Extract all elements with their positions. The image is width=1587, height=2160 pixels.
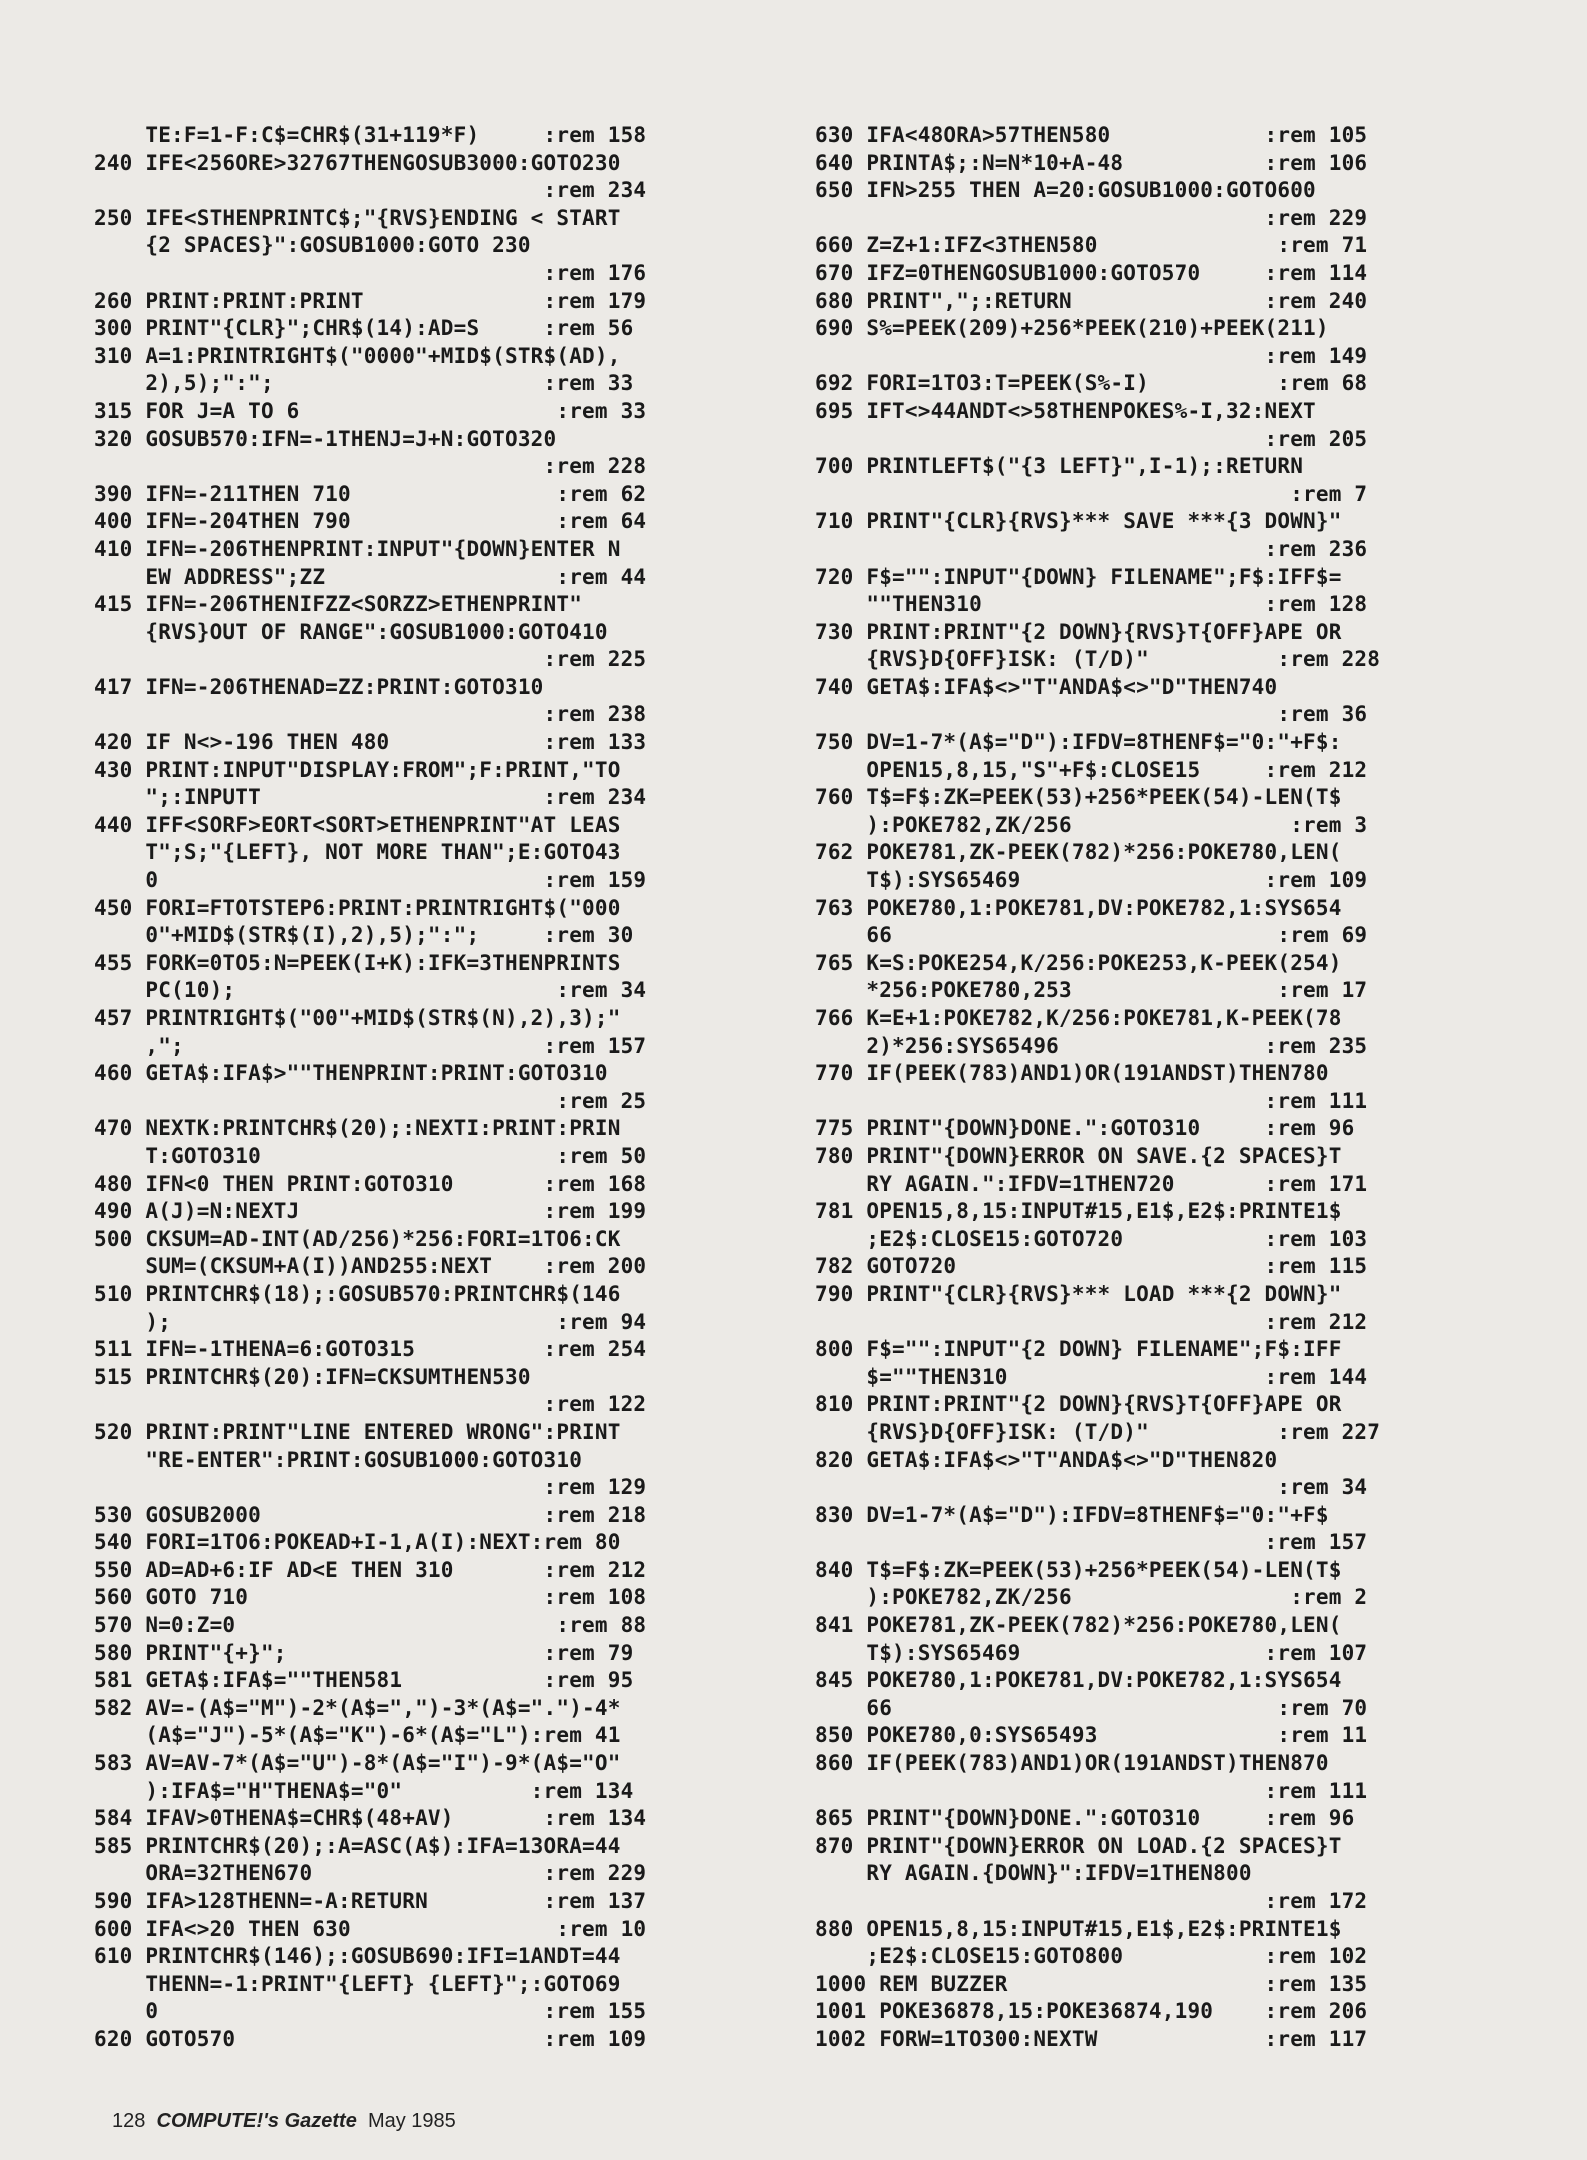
code-line: 240 IFE<256ORE>32767THENGOSUB3000:GOTO230: [94, 150, 621, 175]
code-line: T$):SYS65469 :rem 107: [815, 1640, 1368, 1665]
code-line: 510 PRINTCHR$(18);:GOSUB570:PRINTCHR$(146: [94, 1281, 621, 1306]
listing-left-column: [94, 122, 794, 2054]
code-line: THENN=-1:PRINT"{LEFT} {LEFT}";:GOTO69: [94, 1971, 621, 1996]
code-line: RY AGAIN.{DOWN}":IFDV=1THEN800: [815, 1861, 1252, 1886]
code-line: 600 IFA<>20 THEN 630 :rem 10: [94, 1916, 647, 1941]
code-line: 300 PRINT"{CLR}";CHR$(14):AD=S :rem 56: [94, 316, 634, 341]
code-line: 250 IFE<STHENPRINTC$;"{RVS}ENDING < START: [94, 205, 621, 230]
code-line: 320 GOSUB570:IFN=-1THENJ=J+N:GOTO320: [94, 426, 557, 451]
code-line: 695 IFT<>44ANDT<>58THENPOKES%-I,32:NEXT: [815, 398, 1316, 423]
code-line: 765 K=S:POKE254,K/256:POKE253,K-PEEK(254): [815, 950, 1342, 975]
code-line: :rem 111: [815, 1778, 1368, 1803]
code-line: ""THEN310 :rem 128: [815, 592, 1368, 617]
code-line: 692 FORI=1TO3:T=PEEK(S%-I) :rem 68: [815, 371, 1368, 396]
code-line: 455 FORK=0TO5:N=PEEK(I+K):IFK=3THENPRINTS: [94, 950, 621, 975]
code-line: 480 IFN<0 THEN PRINT:GOTO310 :rem 168: [94, 1171, 647, 1196]
code-line: :rem 225: [94, 647, 647, 672]
code-line: OPEN15,8,15,"S"+F$:CLOSE15 :rem 212: [815, 757, 1368, 782]
code-line: 680 PRINT",";:RETURN :rem 240: [815, 288, 1368, 313]
code-line: 584 IFAV>0THENA$=CHR$(48+AV) :rem 134: [94, 1806, 647, 1831]
code-line: 770 IF(PEEK(783)AND1)OR(191ANDST)THEN780: [815, 1061, 1329, 1086]
code-line: 763 POKE780,1:POKE781,DV:POKE782,1:SYS654: [815, 895, 1342, 920]
code-line: T";S;"{LEFT}, NOT MORE THAN";E:GOTO43: [94, 840, 621, 865]
code-line: 630 IFA<48ORA>57THEN580 :rem 105: [815, 123, 1368, 147]
code-line: 515 PRINTCHR$(20):IFN=CKSUMTHEN530: [94, 1364, 531, 1389]
code-line: 520 PRINT:PRINT"LINE ENTERED WRONG":PRINT: [94, 1419, 621, 1444]
code-line: {RVS}OUT OF RANGE":GOSUB1000:GOTO410: [94, 619, 608, 644]
code-line: :rem 238: [94, 702, 647, 727]
issue-date: May 1985: [367, 2110, 456, 2132]
code-line: 782 GOTO720 :rem 115: [815, 1254, 1368, 1279]
code-line: 490 A(J)=N:NEXTJ :rem 199: [94, 1199, 647, 1224]
code-line: 720 F$="":INPUT"{DOWN} FILENAME";F$:IFF$=: [815, 564, 1342, 589]
code-line: :rem 129: [94, 1475, 647, 1500]
code-line: T:GOTO310 :rem 50: [94, 1143, 647, 1168]
code-line: 620 GOTO570 :rem 109: [94, 2026, 647, 2051]
code-line: 690 S%=PEEK(209)+256*PEEK(210)+PEEK(211): [815, 316, 1329, 341]
code-line: 800 F$="":INPUT"{2 DOWN} FILENAME";F$:IFF: [815, 1337, 1342, 1362]
code-line: 850 POKE780,0:SYS65493 :rem 11: [815, 1723, 1368, 1748]
code-line: :rem 111: [815, 1088, 1368, 1113]
code-line: 710 PRINT"{CLR}{RVS}*** SAVE ***{3 DOWN}": [815, 509, 1342, 534]
code-line: :rem 172: [815, 1889, 1368, 1913]
code-line: :rem 122: [94, 1392, 647, 1417]
code-line: T$):SYS65469 :rem 109: [815, 868, 1368, 893]
code-line: 410 IFN=-206THENPRINT:INPUT"{DOWN}ENTER N: [94, 536, 621, 561]
code-line: "RE-ENTER":PRINT:GOSUB1000:GOTO310: [94, 1447, 583, 1472]
code-line: 583 AV=AV-7*(A$="U")-8*(A$="I")-9*(A$="O": [94, 1751, 621, 1776]
code-line: :rem 234: [94, 178, 647, 203]
code-line: 660 Z=Z+1:IFZ<3THEN580 :rem 71: [815, 233, 1368, 258]
code-line: 581 GETA$:IFA$=""THEN581 :rem 95: [94, 1668, 634, 1693]
code-line: 582 AV=-(A$="M")-2*(A$=",")-3*(A$=".")-4*: [94, 1695, 621, 1720]
code-line: ";:INPUTT :rem 234: [94, 785, 647, 810]
code-line: 460 GETA$:IFA$>""THENPRINT:PRINT:GOTO310: [94, 1061, 608, 1086]
code-line: 0 :rem 159: [94, 868, 647, 893]
code-line: :rem 34: [815, 1475, 1368, 1500]
code-line: 511 IFN=-1THENA=6:GOTO315 :rem 254: [94, 1337, 647, 1362]
code-line: 415 IFN=-206THENIFZZ<SORZZ>ETHENPRINT": [94, 592, 583, 617]
code-line: 2),5);":"; :rem 33: [94, 371, 634, 396]
code-line: 0"+MID$(STR$(I),2),5);":"; :rem 30: [94, 923, 634, 948]
code-line: 780 PRINT"{DOWN}ERROR ON SAVE.{2 SPACES}T: [815, 1143, 1342, 1168]
code-line: 430 PRINT:INPUT"DISPLAY:FROM";F:PRINT,"TO: [94, 757, 621, 782]
code-line: 560 GOTO 710 :rem 108: [94, 1585, 647, 1610]
code-line: TE:F=1-F:C$=CHR$(31+119*F) :rem 158: [94, 123, 647, 147]
code-line: {2 SPACES}":GOSUB1000:GOTO 230: [94, 233, 531, 258]
code-line: 775 PRINT"{DOWN}DONE.":GOTO310 :rem 96: [815, 1116, 1355, 1141]
code-line: PC(10); :rem 34: [94, 978, 647, 1003]
code-line: 1000 REM BUZZER :rem 135: [815, 1971, 1368, 1996]
code-line: 841 POKE781,ZK-PEEK(782)*256:POKE780,LEN(: [815, 1613, 1342, 1638]
code-line: 640 PRINTA$;:N=N*10+A-48 :rem 106: [815, 150, 1368, 175]
code-line: 700 PRINTLEFT$("{3 LEFT}",I-1);:RETURN: [815, 454, 1304, 479]
code-line: 790 PRINT"{CLR}{RVS}*** LOAD ***{2 DOWN}": [815, 1281, 1342, 1306]
code-line: $=""THEN310 :rem 144: [815, 1364, 1368, 1389]
code-line: 457 PRINTRIGHT$("00"+MID$(STR$(N),2),3);": [94, 1006, 621, 1030]
code-line: {RVS}D{OFF}ISK: (T/D)" :rem 227: [815, 1419, 1381, 1444]
code-line: 0 :rem 155: [94, 1999, 647, 2024]
code-line: 540 FORI=1TO6:POKEAD+I-1,A(I):NEXT:rem 80: [94, 1530, 621, 1555]
code-line: 610 PRINTCHR$(146);:GOSUB690:IFI=1ANDT=44: [94, 1944, 621, 1969]
code-line: :rem 25: [94, 1088, 647, 1113]
code-line: 830 DV=1-7*(A$="D"):IFDV=8THENF$="0:"+F$: [815, 1502, 1329, 1527]
code-line: 550 AD=AD+6:IF AD<E THEN 310 :rem 212: [94, 1557, 647, 1582]
page-number: 128: [112, 2110, 146, 2132]
code-line: 260 PRINT:PRINT:PRINT :rem 179: [94, 288, 647, 313]
code-line: :rem 205: [815, 426, 1368, 451]
code-line: SUM=(CKSUM+A(I))AND255:NEXT :rem 200: [94, 1254, 647, 1279]
code-line: 315 FOR J=A TO 6 :rem 33: [94, 398, 647, 423]
code-line: :rem 36: [815, 702, 1368, 727]
code-line: 470 NEXTK:PRINTCHR$(20);:NEXTI:PRINT:PRIN: [94, 1116, 621, 1141]
code-line: 760 T$=F$:ZK=PEEK(53)+256*PEEK(54)-LEN(T$: [815, 785, 1342, 810]
code-line: 650 IFN>255 THEN A=20:GOSUB1000:GOTO600: [815, 178, 1316, 203]
code-line: 66 :rem 69: [815, 923, 1368, 948]
code-line: ):POKE782,ZK/256 :rem 2: [815, 1585, 1368, 1610]
code-line: :rem 236: [815, 536, 1368, 561]
code-line: 820 GETA$:IFA$<>"T"ANDA$<>"D"THEN820: [815, 1447, 1278, 1472]
code-line: 440 IFF<SORF>EORT<SORT>ETHENPRINT"AT LEAS: [94, 812, 621, 837]
code-line: 1002 FORW=1TO300:NEXTW :rem 117: [815, 2026, 1368, 2051]
code-line: 417 IFN=-206THENAD=ZZ:PRINT:GOTO310: [94, 674, 544, 699]
code-line: 730 PRINT:PRINT"{2 DOWN}{RVS}T{OFF}APE OR: [815, 619, 1342, 644]
code-line: 860 IF(PEEK(783)AND1)OR(191ANDST)THEN870: [815, 1751, 1329, 1776]
code-line: 865 PRINT"{DOWN}DONE.":GOTO310 :rem 96: [815, 1806, 1355, 1831]
code-line: :rem 212: [815, 1309, 1368, 1334]
code-line: 580 PRINT"{+}"; :rem 79: [94, 1640, 634, 1665]
code-line: 781 OPEN15,8,15:INPUT#15,E1$,E2$:PRINTE1$: [815, 1199, 1342, 1224]
code-line: :rem 7: [815, 481, 1368, 506]
code-line: 530 GOSUB2000 :rem 218: [94, 1502, 647, 1527]
code-line: :rem 229: [815, 205, 1368, 230]
code-line: 740 GETA$:IFA$<>"T"ANDA$<>"D"THEN740: [815, 674, 1278, 699]
code-line: {RVS}D{OFF}ISK: (T/D)" :rem 228: [815, 647, 1381, 672]
listing-right-column: [815, 122, 1515, 2054]
code-line: 880 OPEN15,8,15:INPUT#15,E1$,E2$:PRINTE1$: [815, 1916, 1342, 1941]
code-line: 390 IFN=-211THEN 710 :rem 62: [94, 481, 647, 506]
code-line: ;E2$:CLOSE15:GOTO720 :rem 103: [815, 1226, 1368, 1251]
code-line: 66 :rem 70: [815, 1695, 1368, 1720]
code-line: RY AGAIN.":IFDV=1THEN720 :rem 171: [815, 1171, 1368, 1196]
code-line: *256:POKE780,253 :rem 17: [815, 978, 1368, 1003]
code-line: :rem 228: [94, 454, 647, 479]
code-line: 762 POKE781,ZK-PEEK(782)*256:POKE780,LEN(: [815, 840, 1342, 865]
code-line: ); :rem 94: [94, 1309, 647, 1334]
code-line: 840 T$=F$:ZK=PEEK(53)+256*PEEK(54)-LEN(T$: [815, 1557, 1342, 1582]
code-line: 1001 POKE36878,15:POKE36874,190 :rem 206: [815, 1999, 1368, 2024]
code-line: ):POKE782,ZK/256 :rem 3: [815, 812, 1368, 837]
code-line: 400 IFN=-204THEN 790 :rem 64: [94, 509, 647, 534]
code-line: ORA=32THEN670 :rem 229: [94, 1861, 647, 1886]
code-line: 310 A=1:PRINTRIGHT$("0000"+MID$(STR$(AD),: [94, 343, 621, 368]
code-line: 845 POKE780,1:POKE781,DV:POKE782,1:SYS654: [815, 1668, 1342, 1693]
code-line: 750 DV=1-7*(A$="D"):IFDV=8THENF$="0:"+F$:: [815, 730, 1342, 755]
code-line: EW ADDRESS";ZZ :rem 44: [94, 564, 647, 589]
code-line: :rem 149: [815, 343, 1368, 368]
code-line: 570 N=0:Z=0 :rem 88: [94, 1613, 647, 1638]
code-line: 450 FORI=FTOTSTEP6:PRINT:PRINTRIGHT$("000: [94, 895, 621, 920]
code-line: 766 K=E+1:POKE782,K/256:POKE781,K-PEEK(78: [815, 1006, 1342, 1030]
code-line: :rem 176: [94, 260, 647, 285]
code-line: 585 PRINTCHR$(20);:A=ASC(A$):IFA=13ORA=44: [94, 1833, 621, 1858]
code-line: 420 IF N<>-196 THEN 480 :rem 133: [94, 730, 647, 755]
code-line: 2)*256:SYS65496 :rem 235: [815, 1033, 1368, 1058]
code-line: 810 PRINT:PRINT"{2 DOWN}{RVS}T{OFF}APE OR: [815, 1392, 1342, 1417]
code-line: 670 IFZ=0THENGOSUB1000:GOTO570 :rem 114: [815, 260, 1368, 285]
code-line: :rem 157: [815, 1530, 1368, 1555]
code-line: 870 PRINT"{DOWN}ERROR ON LOAD.{2 SPACES}T: [815, 1833, 1342, 1858]
code-line: ,"; :rem 157: [94, 1033, 647, 1058]
publication-name: COMPUTE!'s Gazette: [156, 2110, 357, 2132]
code-line: ):IFA$="H"THENA$="0" :rem 134: [94, 1778, 634, 1803]
code-line: ;E2$:CLOSE15:GOTO800 :rem 102: [815, 1944, 1368, 1969]
page-footer: [112, 2110, 456, 2133]
code-line: 590 IFA>128THENN=-A:RETURN :rem 137: [94, 1889, 647, 1913]
code-line: (A$="J")-5*(A$="K")-6*(A$="L"):rem 41: [94, 1723, 621, 1748]
code-line: 500 CKSUM=AD-INT(AD/256)*256:FORI=1TO6:CK: [94, 1226, 621, 1251]
